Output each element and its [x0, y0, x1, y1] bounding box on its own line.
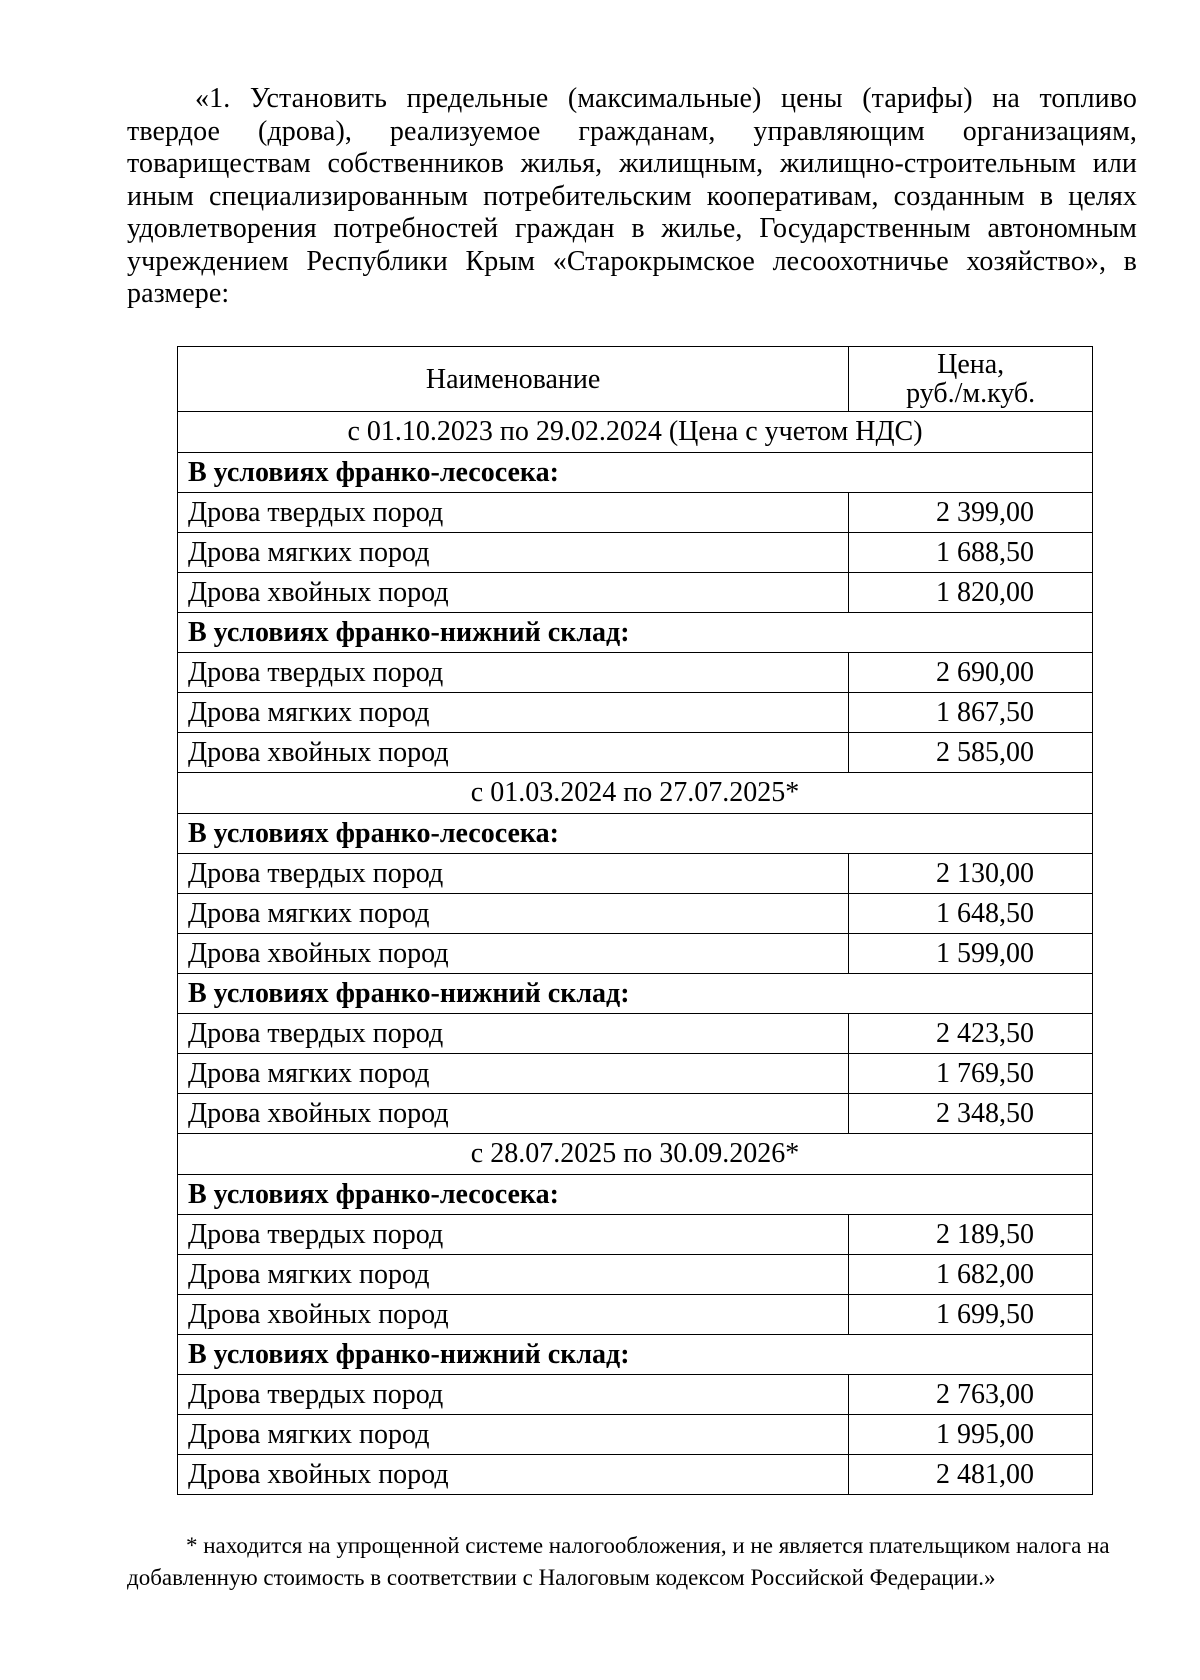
period-label: с 01.03.2024 по 27.07.2025* — [178, 773, 1093, 814]
table-row — [178, 653, 1093, 693]
table-row — [178, 1014, 1093, 1054]
wood-type-cell: Дрова твердых пород — [178, 493, 849, 533]
table-row — [178, 1094, 1093, 1134]
wood-type-cell: Дрова хвойных пород — [178, 1295, 849, 1335]
table-row — [178, 1415, 1093, 1455]
price-cell: 1 682,00 — [849, 1255, 1093, 1295]
wood-type-cell: Дрова твердых пород — [178, 1215, 849, 1255]
condition-title: В условиях франко-лесосека: — [178, 453, 1093, 493]
price-cell: 1 867,50 — [849, 693, 1093, 733]
wood-type-cell: Дрова хвойных пород — [178, 733, 849, 773]
condition-row — [178, 1335, 1093, 1375]
condition-row — [178, 974, 1093, 1014]
condition-row — [178, 814, 1093, 854]
table-row — [178, 733, 1093, 773]
table-row — [178, 894, 1093, 934]
period-label: с 28.07.2025 по 30.09.2026* — [178, 1134, 1093, 1175]
table-row — [178, 1215, 1093, 1255]
table-row — [178, 573, 1093, 613]
wood-type-cell: Дрова мягких пород — [178, 1054, 849, 1094]
table-header-row — [178, 347, 1093, 412]
price-cell: 2 481,00 — [849, 1455, 1093, 1495]
condition-row — [178, 1175, 1093, 1215]
wood-type-cell: Дрова твердых пород — [178, 1014, 849, 1054]
price-cell: 1 599,00 — [849, 934, 1093, 974]
price-cell: 2 763,00 — [849, 1375, 1093, 1415]
period-row — [178, 773, 1093, 814]
table-row — [178, 934, 1093, 974]
condition-title: В условиях франко-нижний склад: — [178, 1335, 1093, 1375]
header-price-line1: Цена, — [937, 349, 1005, 380]
price-cell: 1 995,00 — [849, 1415, 1093, 1455]
condition-row — [178, 613, 1093, 653]
condition-title: В условиях франко-лесосека: — [178, 814, 1093, 854]
price-cell: 2 348,50 — [849, 1094, 1093, 1134]
wood-type-cell: Дрова твердых пород — [178, 1375, 849, 1415]
condition-title: В условиях франко-нижний склад: — [178, 974, 1093, 1014]
wood-type-cell: Дрова хвойных пород — [178, 934, 849, 974]
footnote-text: * находится на упрощенной системе налогообложения, и не является плательщиком налога на добавленную стоимость в соответствии с Налоговым кодексом Российской Федерации.» — [127, 1533, 1110, 1590]
table-row — [178, 1375, 1093, 1415]
table-row — [178, 1255, 1093, 1295]
table-row — [178, 493, 1093, 533]
price-cell: 1 699,50 — [849, 1295, 1093, 1335]
footnote — [127, 1530, 1147, 1594]
wood-type-cell: Дрова мягких пород — [178, 533, 849, 573]
price-table-body — [178, 347, 1093, 1495]
table-row — [178, 1455, 1093, 1495]
header-name-cell: Наименование — [178, 347, 849, 412]
price-cell: 2 189,50 — [849, 1215, 1093, 1255]
wood-type-cell: Дрова хвойных пород — [178, 573, 849, 613]
price-cell: 1 820,00 — [849, 573, 1093, 613]
condition-title: В условиях франко-лесосека: — [178, 1175, 1093, 1215]
wood-type-cell: Дрова мягких пород — [178, 693, 849, 733]
header-price-cell — [849, 347, 1093, 412]
period-row — [178, 1134, 1093, 1175]
table-row — [178, 533, 1093, 573]
wood-type-cell: Дрова твердых пород — [178, 854, 849, 894]
condition-row — [178, 453, 1093, 493]
price-table — [177, 346, 1093, 1495]
table-row — [178, 854, 1093, 894]
price-cell: 2 585,00 — [849, 733, 1093, 773]
period-row — [178, 412, 1093, 453]
header-price-line2: руб./м.куб. — [906, 378, 1036, 409]
price-cell: 2 690,00 — [849, 653, 1093, 693]
wood-type-cell: Дрова мягких пород — [178, 1415, 849, 1455]
decree-paragraph: «1. Установить предельные (максимальные) цены (тарифы) на топливо твердое (дрова), реализуемое гражданам, управляющим организациям, товариществам собственников жилья, жилищным, жилищно-строительным или иным специализированным потребительским кооперативам, созданным в целях удовлетворения потребностей граждан в жилье, Государственным автономным учреждением Республики Крым «Старокрымское лесоохотничье хозяйство», в размере: — [127, 83, 1137, 309]
price-cell: 1 688,50 — [849, 533, 1093, 573]
table-row — [178, 693, 1093, 733]
price-cell: 1 648,50 — [849, 894, 1093, 934]
price-cell: 2 423,50 — [849, 1014, 1093, 1054]
wood-type-cell: Дрова твердых пород — [178, 653, 849, 693]
price-cell: 2 130,00 — [849, 854, 1093, 894]
wood-type-cell: Дрова мягких пород — [178, 1255, 849, 1295]
wood-type-cell: Дрова мягких пород — [178, 894, 849, 934]
wood-type-cell: Дрова хвойных пород — [178, 1455, 849, 1495]
price-cell: 2 399,00 — [849, 493, 1093, 533]
table-row — [178, 1295, 1093, 1335]
wood-type-cell: Дрова хвойных пород — [178, 1094, 849, 1134]
period-label: с 01.10.2023 по 29.02.2024 (Цена с учетом НДС) — [178, 412, 1093, 453]
price-cell: 1 769,50 — [849, 1054, 1093, 1094]
condition-title: В условиях франко-нижний склад: — [178, 613, 1093, 653]
table-row — [178, 1054, 1093, 1094]
